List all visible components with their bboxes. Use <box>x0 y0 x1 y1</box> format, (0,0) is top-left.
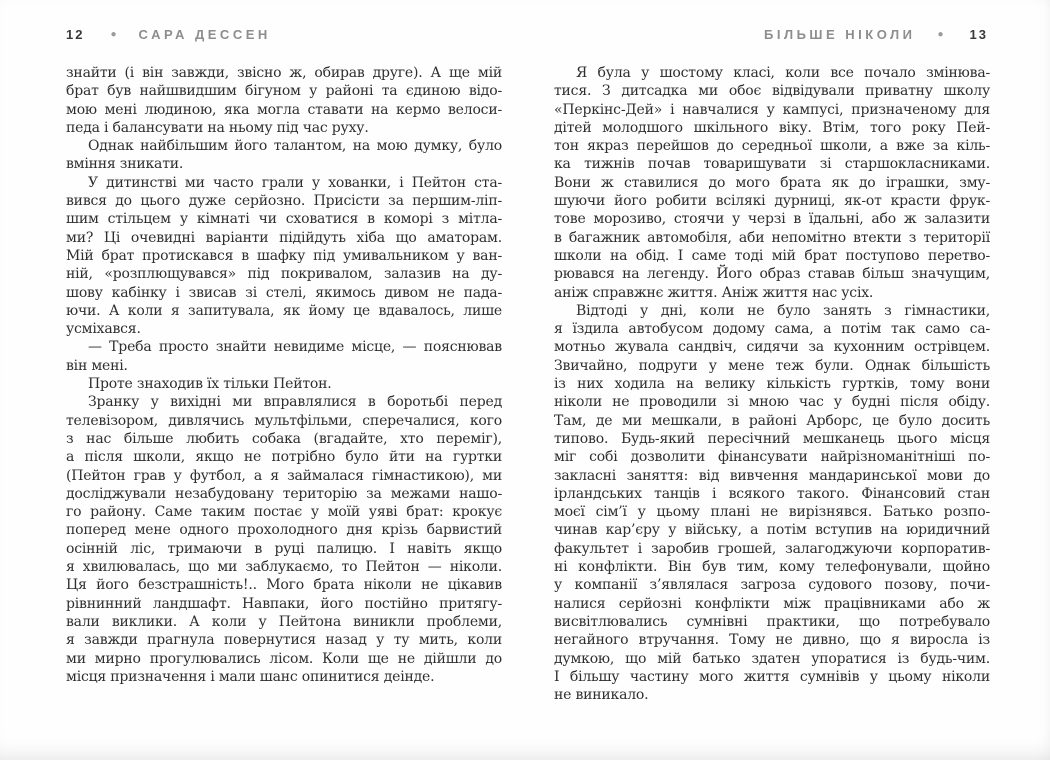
text-line: шим стільцем у кімнаті чи сховатися в коморі з мітла- <box>66 211 502 228</box>
text-line: мотньо жувала сандвіч, сидячи за кухонним острівцем. <box>554 339 990 356</box>
text-line: чинав кар’єру у війську, а потім вступив на юридичний <box>554 522 990 539</box>
text-line: я хвилювалась, що ми заблукаємо, то Пейтон — ніколи. <box>66 559 502 576</box>
text-line: телевізором, дивлячись мультфільми, сперечалися, кого <box>66 412 502 429</box>
text-line: у компанії з’являлася загроза судового позову, почи- <box>554 577 990 594</box>
bullet-icon: ● <box>110 28 117 40</box>
text-line: не виникало. <box>554 687 649 704</box>
text-line: брат був найшвидшим бігуном у районі та єдиною відо- <box>66 83 502 100</box>
text-line: з нас більше любить собака (вгадайте, хто переміг), <box>66 430 502 447</box>
text-line: а після школи, якщо не потрібно було йти на гуртки <box>66 449 502 466</box>
text-line: налися серйозні конфлікти між працівниками або ж <box>554 595 990 612</box>
text-line: я їздила автобусом додому сама, а потім так само са- <box>554 321 990 338</box>
text-line: із них ходила на велику кількість гуртків, тому вони <box>554 376 990 393</box>
text-line: ніколи не проводили зі мною час у будні після обіду. <box>554 394 990 411</box>
text-line: педа і балансувати на ньому під час руху. <box>66 119 369 136</box>
text-line: ірландських танців і всякого такого. Фінансовий стан <box>554 485 990 502</box>
text-line: І більшу частину мого життя сумнівів у цьому ніколи <box>554 668 990 685</box>
left-page-header <box>66 27 271 42</box>
paragraph <box>66 338 502 375</box>
text-line: У дитинстві ми часто грали у хованки, і Пейтон ста- <box>88 174 502 191</box>
paragraph <box>554 64 990 302</box>
paragraph <box>66 64 502 137</box>
text-line: осінній ліс, тримаючи в руці палицю. І навіть якщо <box>66 540 502 557</box>
text-line: (Пейтон грав у футбол, а я займалася гімнастикою), ми <box>66 467 502 484</box>
left-page-number: 12 <box>66 27 85 42</box>
right-page-header <box>764 27 988 42</box>
text-line: го району. Саме таким постає у моїй уяві брат: крокує <box>66 504 502 521</box>
text-line: Відтоді у дні, коли не було занять з гімнастики, <box>576 302 990 319</box>
text-line: моєї сім’ї у цьому плані не вирізнявся. Батько розпо- <box>554 504 990 521</box>
text-line: мою мені людиною, яка могла ставати на кермо велоси- <box>66 101 502 118</box>
text-line: вали виклики. А коли у Пейтона виникли проблеми, <box>66 613 502 630</box>
text-line: вміння зникати. <box>66 156 184 173</box>
paragraph <box>554 302 990 705</box>
text-line: факультет і заробив грошей, залагоджуючи корпоратив- <box>554 540 990 557</box>
text-line: вився до цього дуже серйозно. Присісти за першим-ліп- <box>66 193 502 210</box>
text-line: знайти (і він завжди, звісно ж, обирав друге). А ще мій <box>66 65 502 81</box>
left-page-text-column <box>66 64 502 686</box>
text-line: поперед мене одного прохолодного дня крізь барвистий <box>66 522 502 539</box>
text-line: Я була у шостому класі, коли все почало змінюва- <box>576 65 990 81</box>
text-line: аніж справжнє життя. Аніж життя нас усіх. <box>554 284 874 301</box>
text-line: негайного втручання. Тому не дивно, що я виросла із <box>554 632 990 649</box>
text-line: ючи. А коли я запитувала, як йому це вдавалось, лише <box>66 302 502 319</box>
text-line: дітей молодшого шкільного віку. Втім, того року Пей- <box>554 119 990 136</box>
text-line: Однак найбільшим його талантом, на мою думку, було <box>88 138 502 155</box>
text-line: школи на обід. І саме тоді мій брат поступово перетво- <box>554 247 990 264</box>
text-line: міг собі дозволити фінансувати найрізноманітніші по- <box>554 449 990 466</box>
text-line: шуючи його робити всілякі дурниці, як-от красти фрук- <box>554 193 990 210</box>
text-line: рювався на легенду. Його образ ставав більш значущим, <box>554 266 990 283</box>
text-line: Ця його безстрашність!.. Мого брата ніколи не цікавив <box>66 577 502 594</box>
text-line: Проте знаходив їх тільки Пейтон. <box>88 376 332 393</box>
paragraph <box>66 393 502 686</box>
text-line: шову кабінку і звисав зі стелі, якимось дивом не пада- <box>66 284 502 301</box>
text-line: в багажник автомобіля, аби непомітно втекти з території <box>554 229 990 246</box>
text-line: він мені. <box>66 357 128 374</box>
text-line: тися. З дитсадка ми обоє відвідували приватну школу <box>554 83 990 100</box>
text-line: Звичайно, подруги у мене теж були. Однак більшість <box>554 357 990 374</box>
text-line: тон якраз перейшов до середньої школи, а вже за кіль- <box>554 138 990 155</box>
text-line: рівнинний ландшафт. Навпаки, його постійно притягу- <box>66 595 502 612</box>
text-line: думкою, що мій батько здатен упоратися із будь-чим. <box>554 650 990 667</box>
text-line: ка тижнів почав товаришувати зі старшокласниками. <box>554 156 990 173</box>
text-line: «Перкінс-Дей» і навчалися у кампусі, призначеному для <box>554 101 990 118</box>
right-running-title: БІЛЬШЕ НІКОЛИ <box>764 27 916 42</box>
text-line: — Треба просто знайти невидиме місце, — пояснював <box>88 339 502 356</box>
right-page-text-column <box>554 64 990 704</box>
text-line: я завжди прагнула повернутися назад у ту мить, коли <box>66 632 502 649</box>
text-line: місця призначення і мали шанс опинитися деінде. <box>66 668 435 685</box>
text-line: ні конфлікти. Він був тим, кому телефонували, щойно <box>554 559 990 576</box>
text-line: тове морозиво, стоячи у черзі в їдальні, або ж залазити <box>554 211 990 228</box>
text-line: ми? Ці очевидні варіанти підійдуть хіба що аматорам. <box>66 229 502 246</box>
text-line: типово. Будь-який пересічний мешканець цього місця <box>554 430 990 447</box>
paragraph <box>66 137 502 174</box>
text-line: досліджували незабудовану територію за межами нашо- <box>66 485 502 502</box>
text-line: ми мирно прогулювались лісом. Коли ще не дійшли до <box>66 650 502 667</box>
paragraph <box>66 174 502 339</box>
text-line: усміхався. <box>66 321 141 338</box>
text-line: Там, де ми мешкали, в районі Арборс, це було досить <box>554 412 990 429</box>
text-line: ній, «розплющувався» під покривалом, залазив на ду- <box>66 266 502 283</box>
right-page-number: 13 <box>969 27 988 42</box>
paragraph <box>66 375 502 393</box>
text-line: Вони ж ставилися до мого брата як до іграшки, зму- <box>554 174 990 191</box>
left-running-title: САРА ДЕССЕН <box>138 27 271 42</box>
text-line: Мій брат протискався в шафку під умивальником у ван- <box>66 247 502 264</box>
text-line: закласні заняття: від вивчення мандаринської мови до <box>554 467 990 484</box>
text-line: висвітлювались сумнівні практики, що потребувало <box>554 613 990 630</box>
text-line: Зранку у вихідні ми вправлялися в боротьбі перед <box>88 394 502 411</box>
bullet-icon: ● <box>937 28 944 40</box>
